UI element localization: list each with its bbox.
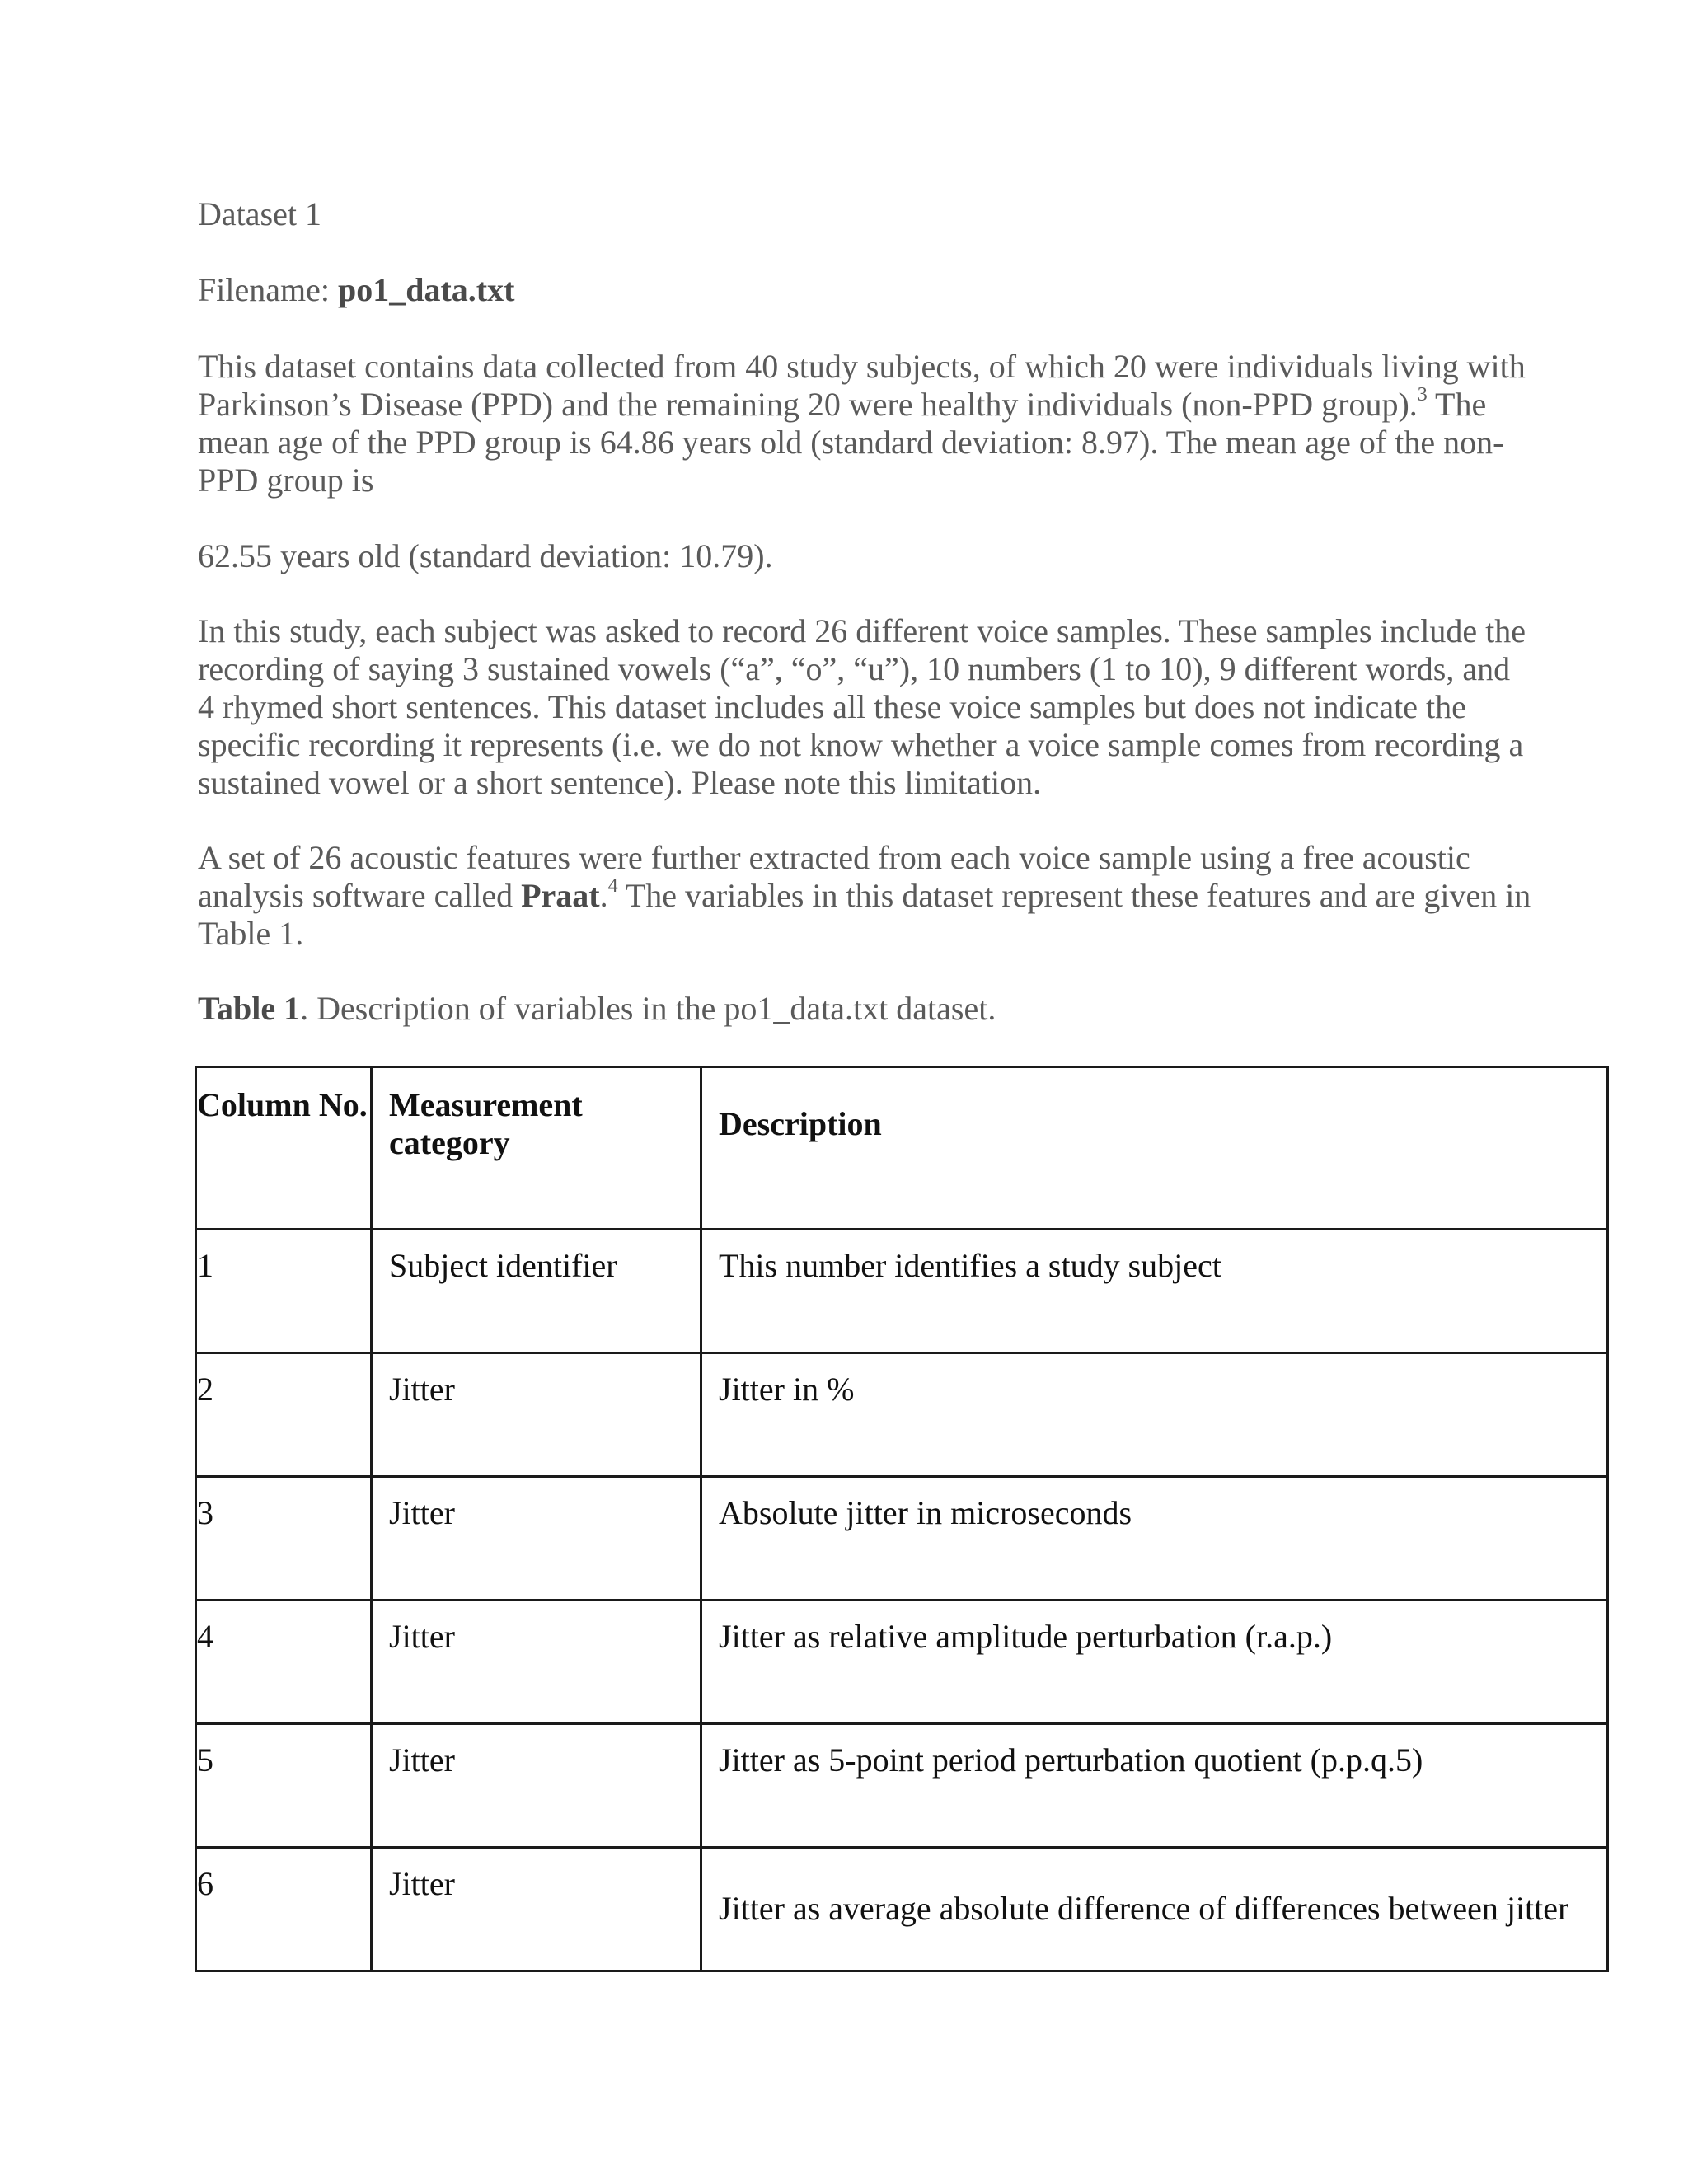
cell-column-no-text: 4 — [197, 1618, 213, 1655]
study-paragraph: In this study, each subject was asked to record 26 different voice samples. These samples include the recording of saying 3 sustained vowels (“a”, “o”, “u”), 10 numbers (1 to 10), 9 different words, and 4 rhymed short sentences. This dataset includes all these voice samples but does not indicate the specific recording it represents (i.e. we do not know whether a voice sample comes from recording a sustained vowel or a short sentence). Please note this limitation. — [198, 612, 1526, 801]
cell-description-text: Jitter as relative amplitude perturbation (r.a.p.) — [719, 1618, 1333, 1655]
cell-column-no-text: 3 — [197, 1494, 213, 1531]
intro-text-1: This dataset contains data collected from 40 study subjects, of which 20 were individuals living with Parkinson’s Disease (PPD) and the remaining 20 were healthy individuals (non-PPD group). — [198, 348, 1526, 423]
footnote-ref-4: 4 — [607, 875, 618, 897]
cell-column-no-text: 1 — [197, 1247, 213, 1284]
cell-column-no — [196, 1724, 372, 1848]
table-row — [196, 1230, 1608, 1353]
table-row — [196, 1601, 1608, 1724]
cell-description — [701, 1353, 1608, 1477]
cell-category — [372, 1724, 701, 1848]
header-description — [701, 1067, 1608, 1230]
cell-category-text: Jitter — [389, 1865, 455, 1902]
cell-category — [372, 1353, 701, 1477]
header-column-no — [196, 1067, 372, 1230]
cell-column-no-text: 2 — [197, 1371, 213, 1408]
table-header-row — [196, 1067, 1608, 1230]
cell-column-no — [196, 1601, 372, 1724]
cell-column-no-text: 6 — [197, 1865, 213, 1902]
cell-description-text: Jitter as 5-point period perturbation quotient (p.p.q.5) — [719, 1741, 1423, 1779]
header-column-no-text: Column No. — [197, 1086, 368, 1123]
cell-category — [372, 1601, 701, 1724]
cell-description-text: This number identifies a study subject — [719, 1247, 1221, 1284]
filename-line — [198, 271, 1533, 309]
table-caption-label: Table 1 — [198, 990, 301, 1027]
cell-description — [701, 1477, 1608, 1601]
dataset-title: Dataset 1 — [198, 195, 321, 232]
features-text-1: A set of 26 acoustic features were further extracted from each voice sample using a free acoustic analysis software called — [198, 839, 1470, 914]
cell-description — [701, 1848, 1608, 1971]
cell-category-text: Jitter — [389, 1371, 455, 1408]
table-row — [196, 1353, 1608, 1477]
intro-text-2: The mean age of the PPD group is 64.86 years old (standard deviation: 8.97). The mean age of the non-PPD group is — [198, 386, 1504, 499]
cell-description — [701, 1230, 1608, 1353]
cell-description-text: Jitter in % — [719, 1371, 855, 1408]
cell-column-no — [196, 1477, 372, 1601]
table-row — [196, 1724, 1608, 1848]
table-caption — [198, 990, 1533, 1028]
features-text-2: The variables in this dataset represent these features and are given in Table 1. — [198, 877, 1531, 952]
cell-category-text: Jitter — [389, 1741, 455, 1779]
header-category — [372, 1067, 701, 1230]
header-description-text: Description — [719, 1105, 882, 1142]
filename-label: Filename: — [198, 271, 338, 308]
cell-column-no — [196, 1230, 372, 1353]
cell-category — [372, 1230, 701, 1353]
features-paragraph — [198, 839, 1533, 953]
age-paragraph: 62.55 years old (standard deviation: 10.79). — [198, 537, 773, 574]
features-period: . — [599, 877, 608, 914]
software-name: Praat — [521, 877, 600, 914]
cell-category-text: Subject identifier — [389, 1247, 617, 1284]
cell-description — [701, 1724, 1608, 1848]
cell-column-no — [196, 1353, 372, 1477]
cell-description-text: Absolute jitter in microseconds — [719, 1494, 1132, 1531]
cell-category — [372, 1477, 701, 1601]
table-row — [196, 1477, 1608, 1601]
cell-column-no-text: 5 — [197, 1741, 213, 1779]
table-caption-text: . Description of variables in the po1_data.txt dataset. — [300, 990, 996, 1027]
intro-paragraph — [198, 348, 1533, 499]
footnote-ref-3: 3 — [1417, 384, 1428, 405]
cell-column-no — [196, 1848, 372, 1971]
cell-description-text: Jitter as average absolute difference of differences between jitter — [719, 1890, 1569, 1927]
filename-value: po1_data.txt — [337, 271, 515, 308]
variables-table — [195, 1066, 1609, 1972]
cell-category-text: Jitter — [389, 1618, 455, 1655]
cell-category-text: Jitter — [389, 1494, 455, 1531]
cell-category — [372, 1848, 701, 1971]
header-category-text: Measurement category — [389, 1086, 583, 1161]
cell-description — [701, 1601, 1608, 1724]
table-row — [196, 1848, 1608, 1971]
